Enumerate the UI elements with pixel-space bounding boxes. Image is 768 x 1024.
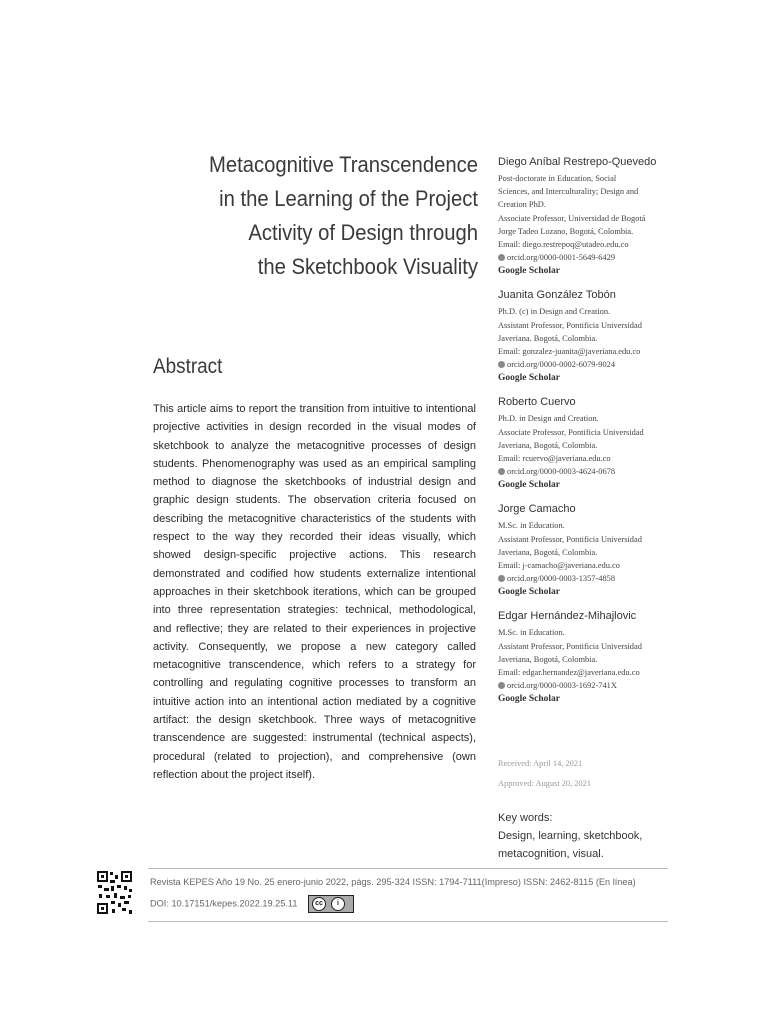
author-credential: Creation PhD.	[498, 200, 546, 210]
orcid-id: orcid.org/0000-0003-1692-741X	[507, 681, 617, 691]
keywords-line: metacognition, visual.	[498, 848, 604, 860]
author-block	[498, 609, 673, 706]
doi-line	[150, 895, 354, 913]
keywords-line: Design, learning, sketchbook,	[498, 830, 643, 842]
author-credential: M.Sc. in Education.	[498, 628, 565, 638]
orcid-icon	[498, 575, 505, 582]
creative-commons-by-icon[interactable]	[308, 895, 354, 913]
author-affiliation: Javeriana, Bogotá, Colombia.	[498, 547, 598, 557]
orcid-link[interactable]	[498, 572, 673, 585]
orcid-id: orcid.org/0000-0002-6079-9024	[507, 360, 616, 370]
google-scholar-link[interactable]: Google Scholar	[498, 694, 561, 705]
orcid-link[interactable]	[498, 679, 673, 692]
keywords-label: Key words:	[498, 812, 553, 824]
author-name: Roberto Cuervo	[498, 396, 576, 409]
title-line: in the Learning of the Project	[219, 186, 478, 211]
author-name: Diego Aníbal Restrepo-Quevedo	[498, 156, 657, 168]
author-affiliation: Associate Professor, Universidad de Bogotá	[498, 213, 646, 223]
google-scholar-link[interactable]: Google Scholar	[498, 587, 561, 598]
author-name: Jorge Camacho	[498, 503, 576, 516]
abstract-body: This article aims to report the transition from intuitive to intentional projective activities in design recorded in the visual modes of sketchbook to analyze the metacognitive processes of design students. Phenomenography was used as an empirical sampling method to diagnose the sketchbooks of industrial design and graphic design students. The observation criteria focused on describing the metacognitive characteristics of the students with respect to the way they recorded their ideas visually, which showed design-specific projective actions. This research demonstrated and codified how students externalize intentional approaches in their sketchbook iterations, which can be grouped into three representation strategies: technical, methodological, and reflective; they are related to their experiences in projective activity. Consequently, we propose a new category called metacognitive transcendence, which refers to a strategy for controlling and regulating cognitive processes to transform an intuitive action into an intentional action mediated by a cognitive artifact: the design sketchbook. Three ways of metacognitive transcendence are suggested: instrumental (technical aspects), procedural (related to projection), and comprehensive (own reflection about the project itself).	[153, 403, 476, 781]
received-date: Received: April 14, 2021	[498, 759, 583, 768]
author-list	[498, 155, 673, 716]
author-credential: Ph.D. (c) in Design and Creation.	[498, 307, 611, 317]
author-block	[498, 155, 673, 278]
title-line: Metacognitive Transcendence	[208, 152, 478, 177]
orcid-icon	[498, 254, 505, 261]
by-symbol: i	[331, 897, 345, 911]
orcid-icon	[498, 468, 505, 475]
orcid-link[interactable]	[498, 465, 673, 478]
article-title	[183, 148, 478, 284]
google-scholar-link[interactable]: Google Scholar	[498, 480, 561, 491]
keywords	[498, 809, 642, 863]
author-name: Edgar Hernández-Mihajlovic	[498, 610, 637, 623]
cc-symbol: cc	[312, 897, 326, 911]
author-affiliation: Assistant Professor, Pontificia Universidad	[498, 534, 642, 544]
author-affiliation: Javeriana, Bogotá, Colombia.	[498, 654, 598, 664]
author-affiliation: Javeriana, Bogotá, Colombia.	[498, 440, 598, 450]
author-email[interactable]: Email: j-camacho@javeriana.edu.co	[498, 561, 620, 571]
author-affiliation: Associate Professor, Pontificia Universidad	[498, 427, 644, 437]
orcid-icon	[498, 361, 505, 368]
author-email[interactable]: Email: gonzalez-juanita@javeriana.edu.co	[498, 347, 641, 357]
approved-date: Approved: August 20, 2021	[498, 779, 592, 788]
author-email[interactable]: Email: edgar.hernandez@javeriana.edu.co	[498, 668, 640, 678]
journal-footer	[148, 868, 668, 922]
journal-citation: Revista KEPES Año 19 No. 25 enero-junio 2022, págs. 295-324 ISSN: 1794-7111(Impreso) ISSN: 2462-8115 (En línea)	[150, 877, 636, 887]
author-email[interactable]: Email: diego.restrepoq@utadeo.edu.co	[498, 240, 629, 250]
author-affiliation: Jorge Tadeo Lozano, Bogotá, Colombia.	[498, 226, 634, 236]
orcid-id: orcid.org/0000-0003-1357-4858	[507, 574, 616, 584]
author-affiliation: Assistant Professor, Pontificia Universidad	[498, 641, 642, 651]
orcid-link[interactable]	[498, 358, 673, 371]
abstract-heading: Abstract	[153, 355, 223, 378]
author-email[interactable]: Email: rcuervo@javeriana.edu.co	[498, 454, 611, 464]
orcid-id: orcid.org/0000-0003-4624-0678	[507, 467, 616, 477]
author-affiliation: Javeriana. Bogotá, Colombia.	[498, 333, 598, 343]
author-block	[498, 395, 673, 492]
google-scholar-link[interactable]: Google Scholar	[498, 373, 561, 384]
author-block	[498, 502, 673, 599]
article-dates	[498, 754, 591, 794]
orcid-link[interactable]	[498, 251, 673, 264]
author-credential: Post-doctorate in Education, Social	[498, 174, 617, 183]
orcid-id: orcid.org/0000-0001-5649-6429	[507, 253, 616, 263]
google-scholar-link[interactable]: Google Scholar	[498, 266, 561, 277]
author-credential: Ph.D. in Design and Creation.	[498, 414, 599, 424]
doi-link[interactable]: DOI: 10.17151/kepes.2022.19.25.11	[150, 898, 298, 909]
author-affiliation: Assistant Professor, Pontificia Universidad	[498, 320, 642, 330]
qr-code-icon	[96, 870, 133, 915]
author-name: Juanita González Tobón	[498, 289, 616, 302]
title-line: Activity of Design through	[248, 220, 478, 245]
author-credential: Sciences, and Interculturality; Design and	[498, 187, 639, 197]
title-line: the Sketchbook Visuality	[257, 254, 478, 279]
author-credential: M.Sc. in Education.	[498, 521, 565, 531]
author-block	[498, 288, 673, 385]
orcid-icon	[498, 682, 505, 689]
